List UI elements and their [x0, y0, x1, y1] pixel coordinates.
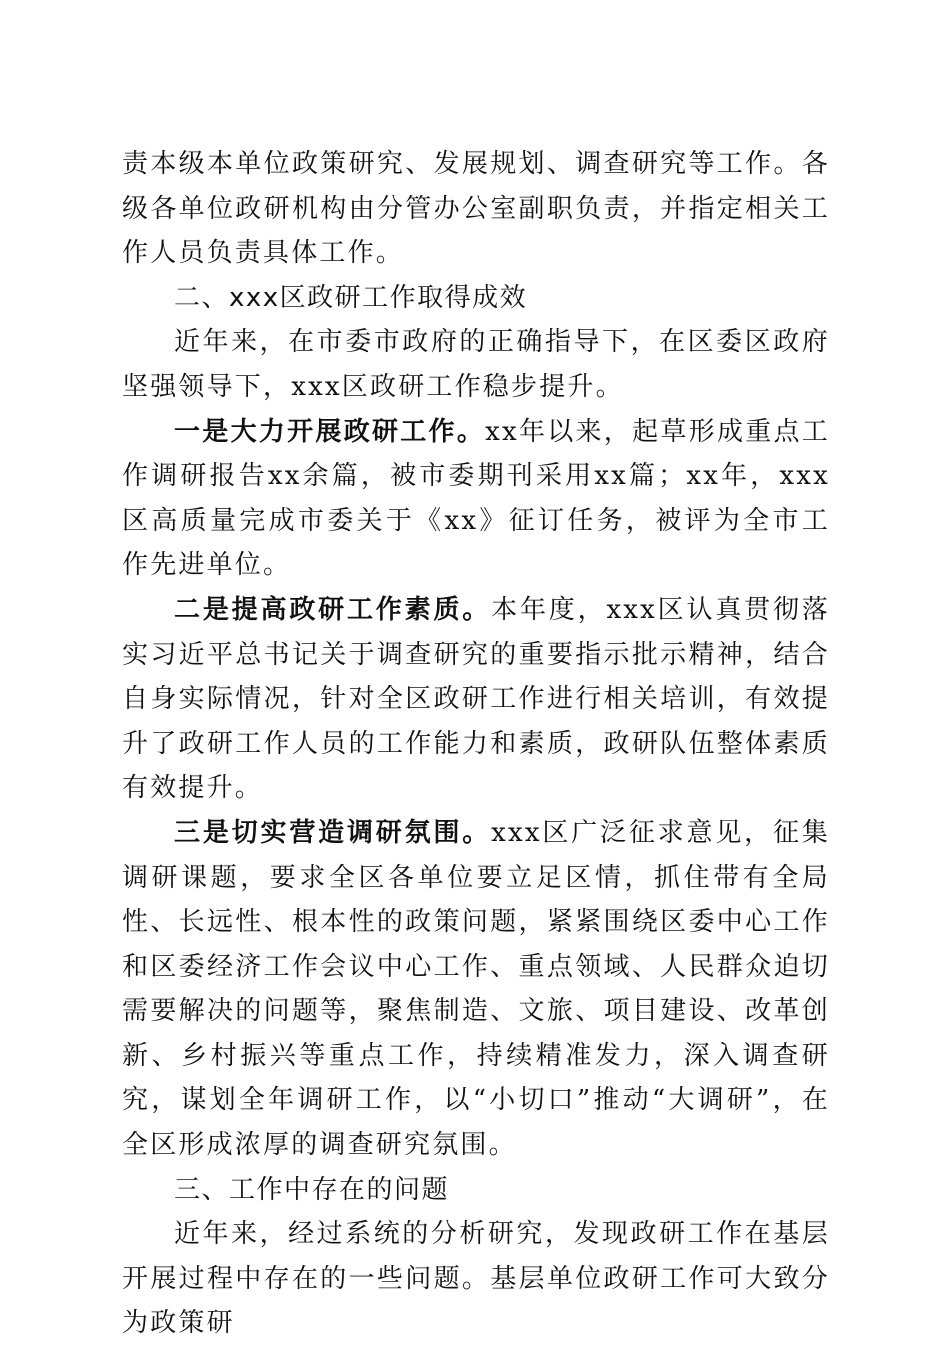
section-heading-achievements	[122, 276, 830, 321]
document-body	[122, 142, 830, 1346]
paragraph-point-one	[122, 410, 830, 588]
paragraph-problems-intro	[122, 1212, 830, 1346]
paragraph-text: xxx区广泛征求意见，征集调研课题，要求全区各单位要立足区情，抓住带有全局性、长远性、根本性的政策问题，紧紧围绕区委中心工作和区委经济工作会议中心工作、重点领域、人民群众迫切需要解决的问题等，聚焦制造、文旅、项目建设、改革创新、乡村振兴等重点工作，持续精准发力，深入调查研究，谋划全年调研工作，以“小切口”推动“大调研”，在全区形成浓厚的调查研究氛围。	[122, 817, 831, 1161]
paragraph-point-three	[122, 811, 830, 1168]
heading-text: 三、工作中存在的问题	[174, 1174, 450, 1205]
paragraph-lead: 一是大力开展政研工作。	[174, 416, 486, 447]
paragraph-text: 近年来，经过系统的分析研究，发现政研工作在基层开展过程中存在的一些问题。基层单位政研工作可大致分为政策研	[122, 1219, 830, 1339]
paragraph-continued	[122, 142, 830, 276]
paragraph-point-two	[122, 588, 830, 811]
paragraph-text: 近年来，在市委市政府的正确指导下，在区委区政府坚强领导下，xxx区政研工作稳步提升。	[122, 327, 830, 402]
paragraph-lead: 二是提高政研工作素质。	[174, 594, 492, 625]
paragraph-lead: 三是切实营造调研氛围。	[174, 817, 492, 848]
section-heading-problems	[122, 1168, 830, 1213]
paragraph-text: 责本级本单位政策研究、发展规划、调查研究等工作。各级各单位政研机构由分管办公室副职负责，并指定相关工作人员负责具体工作。	[122, 149, 830, 269]
paragraph-text: 本年度，xxx区认真贯彻落实习近平总书记关于调查研究的重要指示批示精神，结合自身实际情况，针对全区政研工作进行相关培训，有效提升了政研工作人员的工作能力和素质，政研队伍整体素质有效提升。	[122, 594, 831, 804]
paragraph-intro	[122, 320, 830, 409]
paragraph-text: xx年以来，起草形成重点工作调研报告xx余篇，被市委期刊采用xx篇；xx年，xxx区高质量完成市委关于《xx》征订任务，被评为全市工作先进单位。	[122, 416, 830, 581]
heading-text: 二、xxx区政研工作取得成效	[174, 282, 528, 313]
